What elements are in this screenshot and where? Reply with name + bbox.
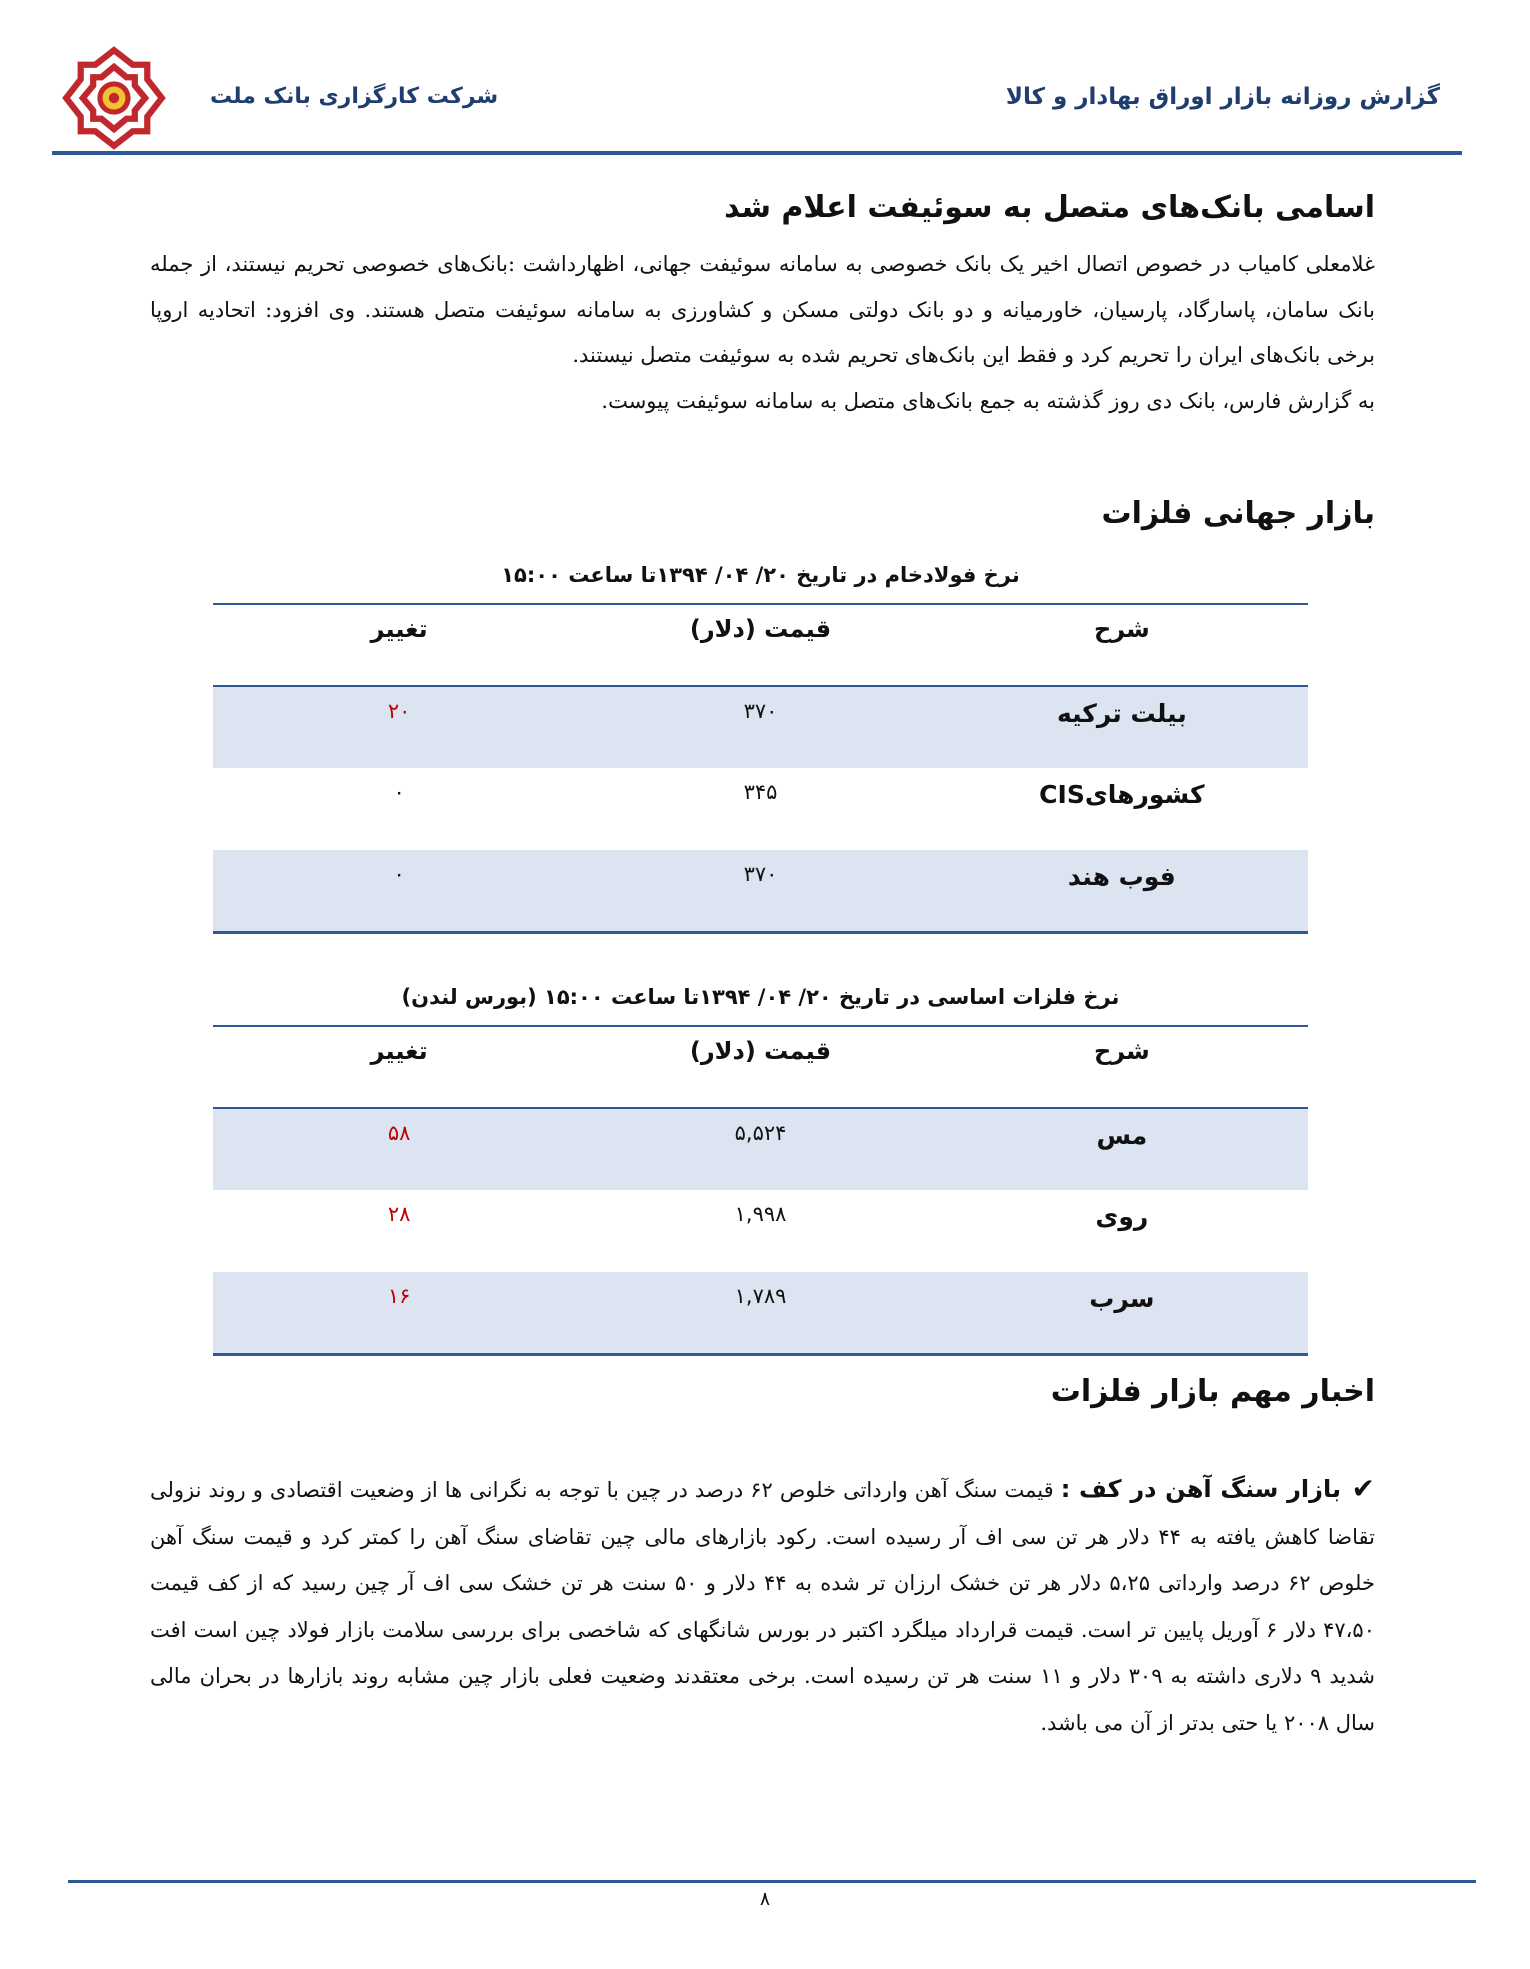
row-price: ۳۴۵: [743, 780, 778, 804]
section-title-news: اخبار مهم بازار فلزات: [1050, 1374, 1375, 1409]
news-lead: بازار سنگ آهن در کف :: [1060, 1475, 1341, 1503]
col-header-description: شرح: [1093, 1037, 1150, 1065]
header-divider: [52, 151, 1462, 155]
table-row: [213, 686, 1308, 768]
row-price: ۱,۷۸۹: [585, 1272, 935, 1354]
company-name: شرکت کارگزاری بانک ملت: [210, 84, 499, 109]
row-price: ۳۷۰: [585, 686, 935, 768]
table-header-row: [213, 604, 1308, 686]
footer-divider: [68, 1880, 1476, 1883]
page-number: ۸: [759, 1888, 771, 1910]
col-header-price: قیمت (دلار): [689, 1037, 832, 1065]
row-name: روی: [1095, 1202, 1149, 1231]
report-title: گزارش روزانه بازار اوراق بهادار و کالا: [1005, 84, 1440, 110]
col-header-change: تغییر: [370, 615, 428, 643]
row-price: ۵,۵۲۴: [585, 1108, 935, 1190]
table-row: [213, 768, 1308, 850]
row-change: ۲۸: [387, 1202, 411, 1226]
table-row: [213, 850, 1308, 932]
row-name: فوب هند: [936, 850, 1308, 932]
row-change: ۵۸: [213, 1108, 585, 1190]
article-paragraph: غلامعلی کامیاب در خصوص اتصال اخیر یک بانک خصوصی به سامانه سوئیفت جهانی، اظهارداشت :بانک‌های خصوصی تحریم نیستند، از جمله بانک سامان، پاسارگاد، پارسیان، خاورمیانه و دو بانک دولتی مسکن و کشاورزی به سامانه سوئیفت متصل هستند. وی افزود: اتحادیه اروپا برخی بانک‌های ایران را تحریم کرد و فقط این بانک‌های تحریم شده به سوئیفت متصل نیستند.: [150, 252, 1375, 367]
row-name: مس: [936, 1108, 1308, 1190]
article-title: اسامی بانک‌های متصل به سوئیفت اعلام شد: [724, 190, 1375, 225]
table-header-row: [213, 1026, 1308, 1108]
row-name: سرب: [936, 1272, 1308, 1354]
row-change: ۰: [213, 850, 585, 932]
table-row: [213, 1190, 1308, 1272]
steel-price-table: [213, 603, 1308, 934]
section-title-metals: بازار جهانی فلزات: [1101, 496, 1375, 531]
article-paragraph: به گزارش فارس، بانک دی روز گذشته به جمع بانک‌های متصل به سامانه سوئیفت پیوست.: [601, 388, 1375, 413]
table-row: [213, 1108, 1308, 1190]
article-body: [150, 242, 1375, 424]
bank-mellat-logo-icon: [62, 46, 166, 150]
row-price: ۳۷۰: [585, 850, 935, 932]
row-change: ۲۰: [213, 686, 585, 768]
row-name: کشورهایCIS: [1039, 780, 1205, 809]
table-row: [213, 1272, 1308, 1354]
news-item: [150, 1466, 1375, 1746]
row-change: ۱۶: [213, 1272, 585, 1354]
base-metals-table: [213, 1025, 1308, 1356]
row-name: بیلت ترکیه: [936, 686, 1308, 768]
table1-caption: نرخ فولادخام در تاریخ ۲۰/ ۰۴/ ۱۳۹۴تا ساعت ۱۵:۰۰: [501, 563, 1020, 587]
col-header-price: قیمت (دلار): [689, 615, 832, 643]
col-header-change: تغییر: [370, 1037, 428, 1065]
row-change: ۰: [393, 780, 405, 804]
news-body: قیمت سنگ آهن وارداتی خلوص ۶۲ درصد در چین با توجه به نگرانی ها از وضعیت اقتصادی و روند نزولی تقاضا کاهش یافته به ۴۴ دلار هر تن سی اف آر رسیده است. رکود بازارهای مالی چین تقاضای سنگ آهن را کمتر کرد و قیمت سنگ آهن خلوص ۶۲ درصد وارداتی ۵،۲۵ دلار هر تن خشک ارزان تر شده به ۴۴ دلار و ۵۰ سنت هر تن خشک سی اف آر چین رسید که از کف قیمت ۴۷،۵۰ دلار ۶ آوریل پایین تر است. قیمت قرارداد میلگرد اکتبر در بورس شانگهای که شاخصی برای بررسی سلامت بازار فولاد چین است افت شدید ۹ دلاری داشته به ۳۰۹ دلار و ۱۱ سنت هر تن رسیده است. برخی معتقدند وضعیت فعلی بازار چین مشابه روند بازارها در بحران مالی سال ۲۰۰۸ یا حتی بدتر از آن می باشد.: [150, 1478, 1376, 1735]
col-header-description: شرح: [1093, 615, 1150, 643]
table2-caption: نرخ فلزات اساسی در تاریخ ۲۰/ ۰۴/ ۱۳۹۴تا ساعت ۱۵:۰۰ (بورس لندن): [401, 985, 1120, 1009]
row-price: ۱,۹۹۸: [734, 1202, 787, 1226]
checkmark-icon: ✔: [1351, 1472, 1375, 1505]
